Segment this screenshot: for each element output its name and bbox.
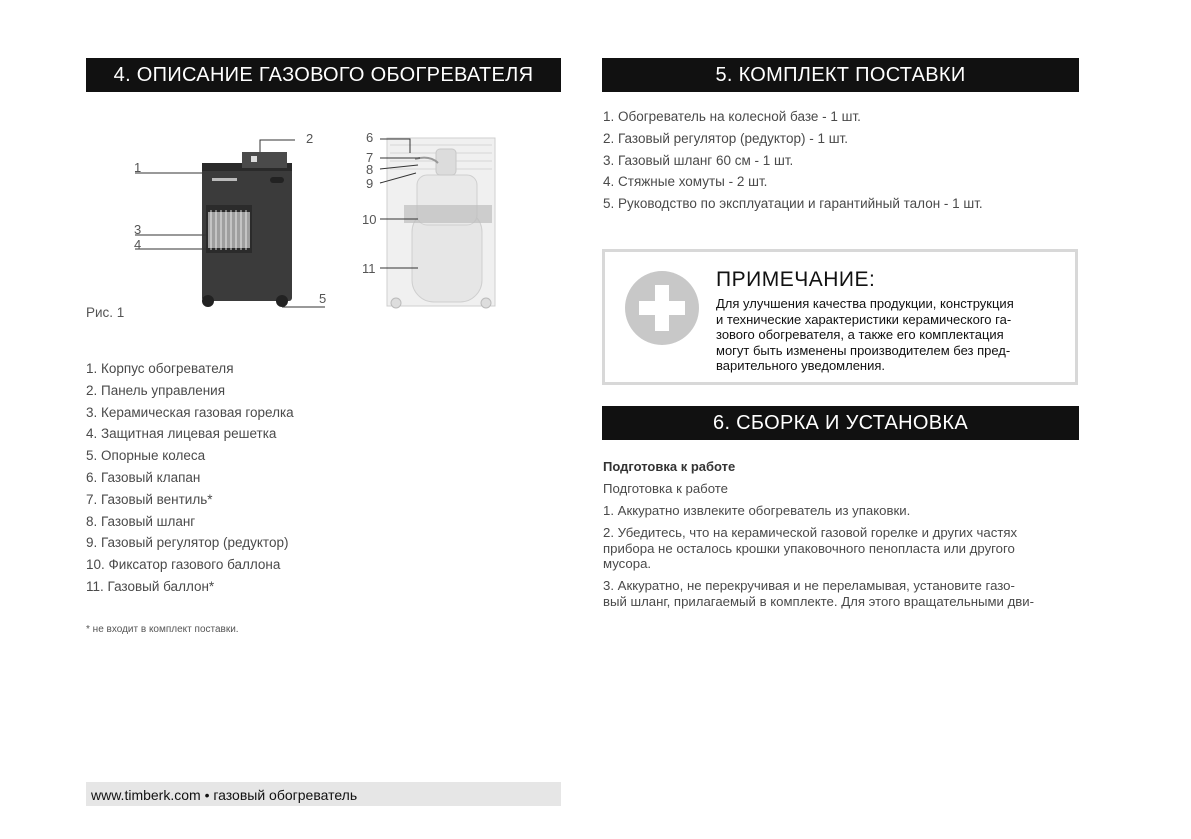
list-item: 2. Газовый регулятор (редуктор) - 1 шт. (603, 130, 848, 146)
list-item: 6. Газовый клапан (86, 469, 201, 485)
callout-9: 9 (366, 176, 374, 191)
footer-bar: www.timberk.com • газовый обогреватель (86, 782, 561, 806)
callout-1: 1 (134, 160, 142, 175)
note-line: варительного уведомления. (716, 358, 886, 373)
list-item: 1. Обогреватель на колесной базе - 1 шт. (603, 109, 861, 124)
section-header-assembly: 6. СБОРКА И УСТАНОВКА (602, 406, 1079, 440)
list-item: 10. Фиксатор газового баллона (86, 557, 281, 573)
text-line: вый шланг, прилагаемый в комплекте. Для этого вращательными дви- (603, 593, 1035, 609)
callout-4: 4 (134, 237, 142, 252)
list-item: 4. Защитная лицевая решетка (86, 426, 277, 442)
list-item: 1. Корпус обогревателя (86, 361, 234, 376)
callout-11: 11 (362, 261, 376, 276)
text-line: 2. Убедитесь, что на керамической газовой горелке и других частях (603, 525, 1018, 540)
delivery-list (603, 106, 983, 215)
footnote: * не входит в комплект поставки. (86, 624, 239, 635)
paragraph-step-2 (603, 525, 1078, 572)
list-item: 8. Газовый шланг (86, 513, 196, 529)
parts-list (86, 358, 294, 598)
section-header-description: 4. ОПИСАНИЕ ГАЗОВОГО ОБОГРЕВАТЕЛЯ (86, 58, 561, 92)
list-item: 2. Панель управления (86, 382, 226, 398)
note-line: могут быть изменены производителем без пред- (716, 342, 1011, 358)
figure-caption: Рис. 1 (86, 305, 125, 320)
note-line: Для улучшения качества продукции, конструкция (716, 296, 1014, 311)
paragraph-intro: Подготовка к работе (603, 481, 728, 496)
list-item: 3. Газовый шланг 60 см - 1 шт. (603, 152, 794, 168)
list-item: 3. Керамическая газовая горелка (86, 404, 294, 420)
note-text (716, 296, 1062, 374)
list-item: 5. Руководство по эксплуатации и гарантийный талон - 1 шт. (603, 196, 983, 212)
callout-8: 8 (366, 162, 374, 177)
heater-front-illustration (120, 125, 350, 315)
heater-rear-illustration (360, 125, 510, 315)
note-line: зового обогревателя, а также его комплектация (716, 327, 1004, 342)
text-line: прибора не осталось крошки упаковочного пенопласта или другого (603, 540, 1015, 556)
callout-3: 3 (134, 222, 142, 237)
list-item: 11. Газовый баллон* (86, 578, 215, 594)
note-title: ПРИМЕЧАНИЕ: (716, 268, 876, 291)
section-header-delivery: 5. КОМПЛЕКТ ПОСТАВКИ (602, 58, 1079, 92)
list-item: 4. Стяжные хомуты - 2 шт. (603, 174, 768, 190)
list-item: 7. Газовый вентиль* (86, 491, 213, 507)
callout-10: 10 (362, 212, 377, 227)
plus-icon (622, 268, 702, 348)
callout-5: 5 (319, 291, 327, 306)
list-item: 5. Опорные колеса (86, 448, 206, 464)
text-line: мусора. (603, 556, 652, 571)
paragraph-step-3 (603, 578, 1078, 609)
list-item: 9. Газовый регулятор (редуктор) (86, 535, 289, 551)
callout-6: 6 (366, 130, 374, 145)
paragraph-step-1: 1. Аккуратно извлеките обогреватель из упаковки. (603, 503, 911, 518)
subheading-preparation: Подготовка к работе (603, 459, 736, 474)
callout-7: 7 (366, 150, 374, 165)
note-line: и технические характеристики керамического га- (716, 311, 1012, 327)
note-box (602, 249, 1078, 385)
text-line: 3. Аккуратно, не перекручивая и не переламывая, установите газо- (603, 578, 1015, 593)
callout-2: 2 (306, 131, 314, 146)
